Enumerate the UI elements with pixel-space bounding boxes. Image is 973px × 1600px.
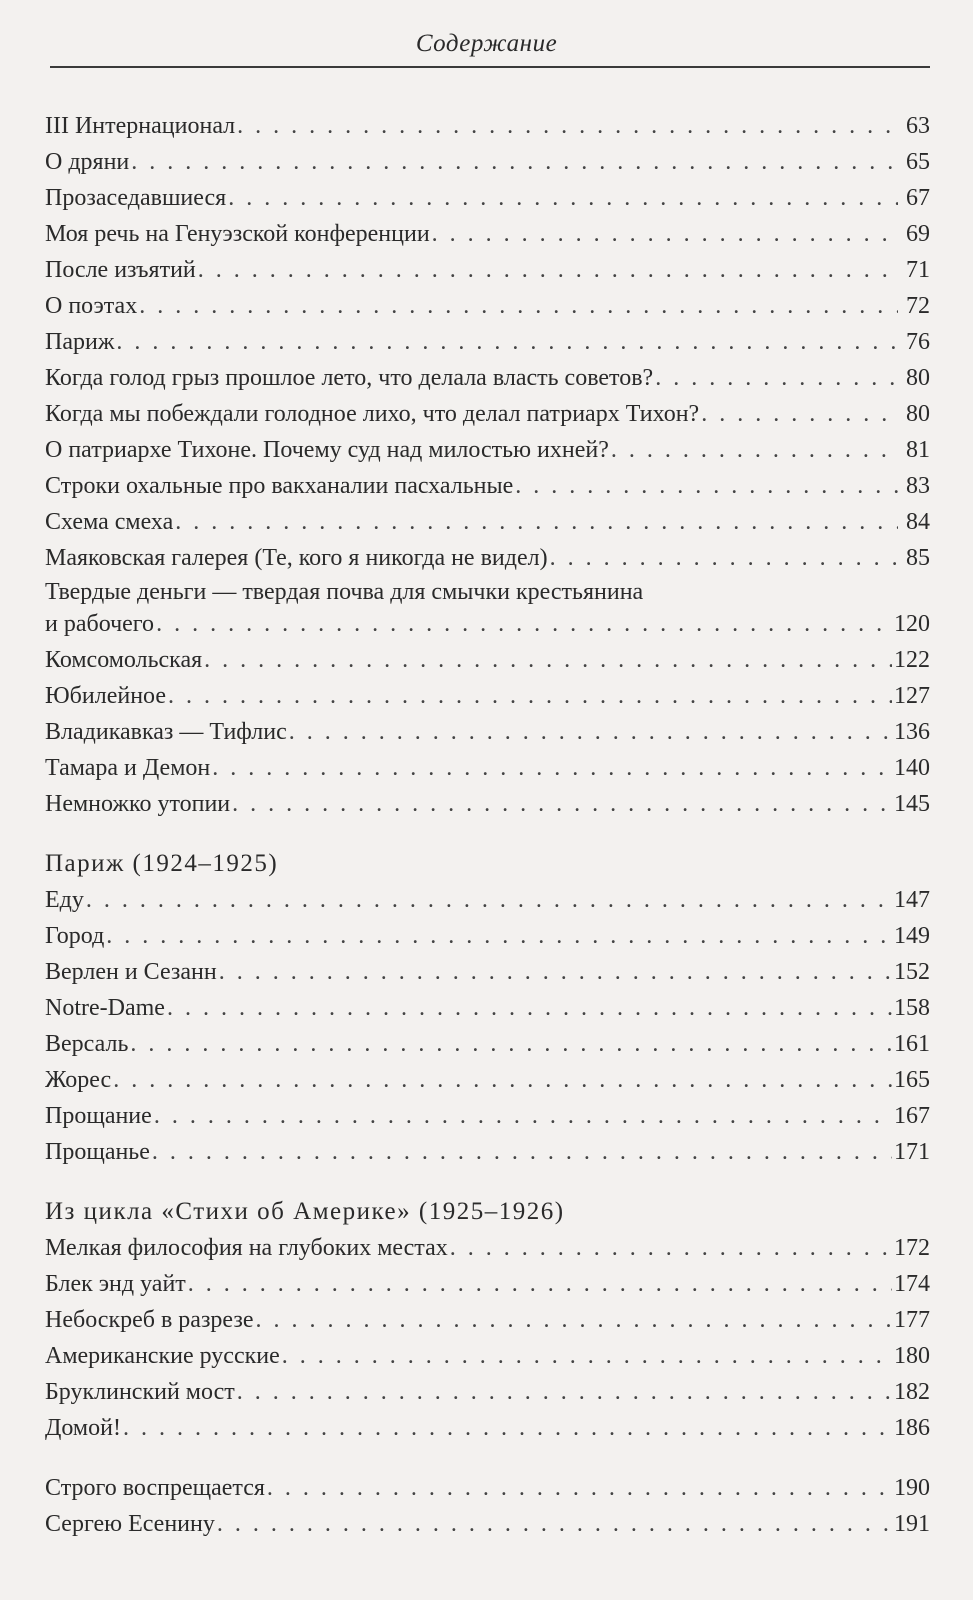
entry-title: Париж [45, 329, 115, 355]
section-heading: Париж (1924–1925) [45, 850, 279, 877]
entry-title: Домой! [45, 1415, 121, 1441]
entry-title: Немножко утопии [45, 791, 231, 817]
entry-title: Прощанье [45, 1139, 150, 1165]
toc-entry [45, 540, 930, 576]
entry-title: Сергею Есенину [45, 1511, 215, 1537]
toc-entry [45, 1410, 930, 1446]
toc-entry [45, 882, 930, 918]
toc-entry [45, 360, 930, 396]
dot-leader [432, 216, 898, 252]
dot-leader [175, 504, 898, 540]
entry-title: Строго воспрещается [45, 1475, 265, 1501]
dot-leader [188, 1266, 892, 1302]
toc-entry [45, 642, 930, 678]
toc-entry [45, 1026, 930, 1062]
entry-page: 69 [906, 221, 930, 247]
entry-title: После изъятий [45, 257, 196, 283]
toc-entry [45, 108, 930, 144]
toc-entry [45, 288, 930, 324]
entry-title: III Интернационал [45, 113, 236, 139]
table-of-contents [45, 108, 930, 1542]
entry-page: 167 [894, 1103, 930, 1129]
entry-page: 140 [894, 755, 930, 781]
dot-leader [550, 540, 898, 576]
entry-page: 149 [894, 923, 930, 949]
entry-title: Твердые деньги — твердая почва для смычки крестьянина [45, 579, 644, 605]
dot-leader [86, 882, 892, 918]
entry-page: 127 [894, 683, 930, 709]
toc-entry [45, 1062, 930, 1098]
entry-page: 72 [906, 293, 930, 319]
entry-page: 84 [906, 509, 930, 535]
dot-leader [198, 252, 898, 288]
entry-title-continuation-row [45, 608, 930, 640]
dot-leader [237, 108, 898, 144]
entry-title: Владикавказ — Тифлис [45, 719, 287, 745]
section-heading: Из цикла «Стихи об Америке» (1925–1926) [45, 1198, 565, 1225]
entry-title: Тамара и Демон [45, 755, 211, 781]
toc-entry [45, 504, 930, 540]
entry-title: Жорес [45, 1067, 112, 1093]
entry-page: 80 [906, 401, 930, 427]
dot-leader [232, 786, 892, 822]
section-spacer [45, 1446, 930, 1470]
entry-page: 136 [894, 719, 930, 745]
toc-entry [45, 468, 930, 504]
dot-leader [701, 396, 898, 432]
entry-page: 165 [894, 1067, 930, 1093]
entry-title: О поэтах [45, 293, 138, 319]
entry-page: 63 [906, 113, 930, 139]
entry-page: 76 [906, 329, 930, 355]
dot-leader [267, 1470, 892, 1506]
dot-leader [228, 180, 898, 216]
toc-entry [45, 990, 930, 1026]
dot-leader [168, 678, 892, 714]
toc-entry [45, 252, 930, 288]
entry-page: 65 [906, 149, 930, 175]
toc-group-final [45, 1446, 930, 1542]
entry-title: Прощание [45, 1103, 152, 1129]
entry-title: Еду [45, 887, 84, 913]
toc-group-america [45, 1194, 930, 1446]
toc-entry [45, 144, 930, 180]
dot-leader [156, 608, 892, 640]
dot-leader [113, 1062, 892, 1098]
dot-leader [611, 432, 898, 468]
entry-title: Верлен и Сезанн [45, 959, 217, 985]
toc-entry [45, 324, 930, 360]
dot-leader [152, 1134, 892, 1170]
entry-page: 122 [894, 647, 930, 673]
dot-leader [515, 468, 898, 504]
entry-title: Блек энд уайт [45, 1271, 186, 1297]
entry-title: Когда голод грыз прошлое лето, что делала власть советов? [45, 365, 654, 391]
entry-title: Маяковская галерея (Те, кого я никогда не видел) [45, 545, 548, 571]
entry-page: 147 [894, 887, 930, 913]
dot-leader [131, 144, 898, 180]
header-divider [50, 66, 930, 68]
toc-entry [45, 1230, 930, 1266]
entry-page: 177 [894, 1307, 930, 1333]
entry-page: 172 [894, 1235, 930, 1261]
entry-page: 85 [906, 545, 930, 571]
dot-leader [106, 918, 892, 954]
toc-entry [45, 432, 930, 468]
entry-page: 191 [894, 1511, 930, 1537]
entry-title: Комсомольская [45, 647, 203, 673]
dot-leader [256, 1302, 892, 1338]
toc-entry [45, 918, 930, 954]
entry-page: 152 [894, 959, 930, 985]
entry-page: 80 [906, 365, 930, 391]
entry-page: 71 [906, 257, 930, 283]
dot-leader [655, 360, 898, 396]
entry-page: 171 [894, 1139, 930, 1165]
entry-title: Мелкая философия на глубоких местах [45, 1235, 448, 1261]
toc-entry [45, 750, 930, 786]
entry-title: Бруклинский мост [45, 1379, 235, 1405]
toc-entry [45, 954, 930, 990]
dot-leader [219, 954, 892, 990]
dot-leader [167, 990, 892, 1026]
dot-leader [204, 642, 892, 678]
dot-leader [237, 1374, 892, 1410]
toc-entry [45, 180, 930, 216]
entry-title: О патриархе Тихоне. Почему суд над милостью ихней? [45, 437, 609, 463]
entry-page: 83 [906, 473, 930, 499]
toc-entry [45, 1506, 930, 1542]
entry-title: Версаль [45, 1031, 129, 1057]
dot-leader [123, 1410, 892, 1446]
toc-entry [45, 1098, 930, 1134]
entry-title: Американские русские [45, 1343, 280, 1369]
dot-leader [139, 288, 898, 324]
entry-page: 190 [894, 1475, 930, 1501]
toc-entry [45, 1302, 930, 1338]
entry-title: Юбилейное [45, 683, 166, 709]
entry-title: Когда мы побеждали голодное лихо, что делал патриарх Тихон? [45, 401, 700, 427]
toc-entry [45, 216, 930, 252]
dot-leader [217, 1506, 892, 1542]
dot-leader [130, 1026, 892, 1062]
entry-title-continuation: и рабочего [45, 611, 155, 637]
toc-entry [45, 1470, 930, 1506]
toc-entry [45, 1338, 930, 1374]
entry-page: 180 [894, 1343, 930, 1369]
toc-entry [45, 786, 930, 822]
dot-leader [450, 1230, 892, 1266]
entry-page: 145 [894, 791, 930, 817]
toc-group-paris [45, 846, 930, 1170]
entry-page: 120 [894, 611, 930, 637]
toc-entry [45, 1134, 930, 1170]
entry-title: О дряни [45, 149, 130, 175]
toc-entry [45, 576, 930, 642]
toc-group [45, 108, 930, 822]
page-title: Содержание [415, 30, 558, 57]
entry-page: 161 [894, 1031, 930, 1057]
entry-title: Строки охальные про вакханалии пасхальные [45, 473, 514, 499]
toc-entry [45, 1374, 930, 1410]
dot-leader [212, 750, 892, 786]
entry-title: Прозаседавшиеся [45, 185, 227, 211]
dot-leader [282, 1338, 892, 1374]
entry-page: 81 [906, 437, 930, 463]
entry-title: Небоскреб в разрезе [45, 1307, 254, 1333]
entry-title: Моя речь на Генуэзской конференции [45, 221, 430, 247]
entry-page: 182 [894, 1379, 930, 1405]
entry-page: 67 [906, 185, 930, 211]
toc-entry [45, 396, 930, 432]
entry-title: Схема смеха [45, 509, 174, 535]
toc-entry [45, 678, 930, 714]
entry-page: 158 [894, 995, 930, 1021]
entry-title: Notre-Dame [45, 995, 165, 1021]
dot-leader [154, 1098, 892, 1134]
toc-entry [45, 1266, 930, 1302]
entry-page: 174 [894, 1271, 930, 1297]
entry-title: Город [45, 923, 105, 949]
entry-page: 186 [894, 1415, 930, 1441]
dot-leader [116, 324, 898, 360]
dot-leader [289, 714, 892, 750]
toc-entry [45, 714, 930, 750]
